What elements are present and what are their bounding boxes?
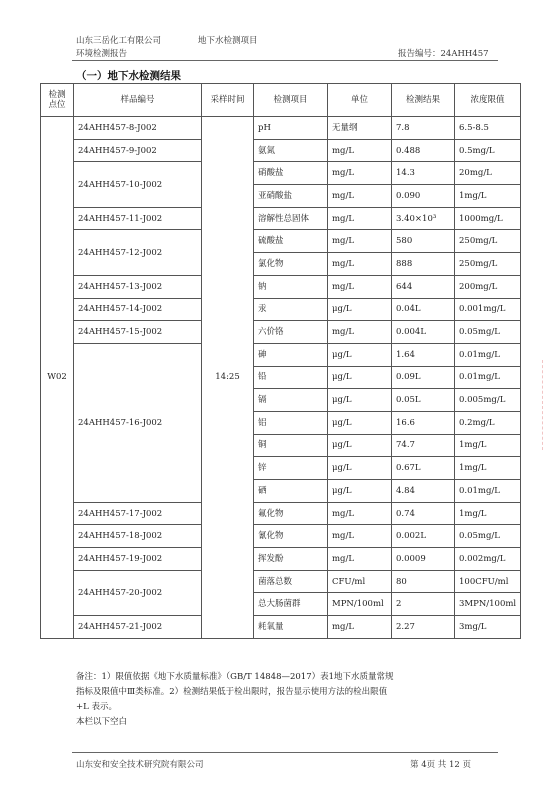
- unit-cell: mg/L: [328, 525, 392, 548]
- limit-cell: 250mg/L: [455, 253, 521, 276]
- col-header-limit: 浓度限值: [455, 84, 521, 117]
- limit-cell: 1mg/L: [455, 434, 521, 457]
- sample-id-cell: 24AHH457-13-J002: [74, 275, 202, 298]
- header-report-no: 报告编号：24AHH457: [398, 49, 489, 59]
- test-item-cell: 氯化物: [254, 253, 328, 276]
- unit-cell: mg/L: [328, 502, 392, 525]
- sample-id-cell: 24AHH457-12-J002: [74, 230, 202, 275]
- table-row: [41, 162, 521, 185]
- limit-cell: 1mg/L: [455, 185, 521, 208]
- sample-id-cell: 24AHH457-15-J002: [74, 321, 202, 344]
- table-row: [41, 502, 521, 525]
- result-cell: 16.6: [392, 411, 455, 434]
- result-cell: 644: [392, 275, 455, 298]
- table-row: [41, 321, 521, 344]
- table-row: [41, 343, 521, 366]
- test-item-cell: 铜: [254, 434, 328, 457]
- remark-line: +L 表示。: [76, 702, 117, 712]
- table-row: [41, 230, 521, 253]
- limit-cell: 0.01mg/L: [455, 366, 521, 389]
- sample-id-cell: 24AHH457-20-J002: [74, 570, 202, 615]
- sampling-time-cell: 14:25: [202, 117, 254, 639]
- test-item-cell: 铝: [254, 411, 328, 434]
- results-table: [40, 83, 521, 639]
- seam-stamp-mark: [542, 360, 549, 450]
- limit-cell: 0.05mg/L: [455, 525, 521, 548]
- table-row: [41, 207, 521, 230]
- limit-cell: 1000mg/L: [455, 207, 521, 230]
- unit-cell: μg/L: [328, 480, 392, 503]
- limit-cell: 20mg/L: [455, 162, 521, 185]
- remarks: [76, 670, 506, 730]
- table-row: [41, 275, 521, 298]
- unit-cell: mg/L: [328, 548, 392, 571]
- footer-divider: [72, 752, 498, 753]
- limit-cell: 0.01mg/L: [455, 343, 521, 366]
- unit-cell: mg/L: [328, 162, 392, 185]
- table-row: [41, 570, 521, 593]
- unit-cell: MPN/100ml: [328, 593, 392, 616]
- header-report-type: 环境检测报告: [76, 49, 128, 59]
- sample-id-cell: 24AHH457-8-J002: [74, 117, 202, 140]
- test-item-cell: 总大肠菌群: [254, 593, 328, 616]
- sample-id-cell: 24AHH457-18-J002: [74, 525, 202, 548]
- limit-cell: 0.01mg/L: [455, 480, 521, 503]
- result-cell: 0.004L: [392, 321, 455, 344]
- sample-id-cell: 24AHH457-14-J002: [74, 298, 202, 321]
- sample-id-cell: 24AHH457-17-J002: [74, 502, 202, 525]
- limit-cell: 1mg/L: [455, 457, 521, 480]
- col-header-sample: 样品编号: [74, 84, 202, 117]
- unit-cell: μg/L: [328, 434, 392, 457]
- limit-cell: 3MPN/100ml: [455, 593, 521, 616]
- unit-cell: μg/L: [328, 366, 392, 389]
- unit-cell: mg/L: [328, 321, 392, 344]
- sample-id-cell: 24AHH457-10-J002: [74, 162, 202, 207]
- table-row: [41, 525, 521, 548]
- unit-cell: μg/L: [328, 411, 392, 434]
- sample-id-cell: 24AHH457-21-J002: [74, 616, 202, 639]
- table-row: [41, 298, 521, 321]
- test-item-cell: pH: [254, 117, 328, 140]
- test-item-cell: 六价铬: [254, 321, 328, 344]
- result-cell: 14.3: [392, 162, 455, 185]
- test-item-cell: 氟化物: [254, 502, 328, 525]
- result-cell: 0.74: [392, 502, 455, 525]
- limit-cell: 250mg/L: [455, 230, 521, 253]
- header-divider: [72, 60, 498, 61]
- table-row: [41, 616, 521, 639]
- test-item-cell: 氨氮: [254, 139, 328, 162]
- test-item-cell: 亚硝酸盐: [254, 185, 328, 208]
- limit-cell: 0.2mg/L: [455, 411, 521, 434]
- unit-cell: mg/L: [328, 253, 392, 276]
- unit-cell: mg/L: [328, 230, 392, 253]
- test-item-cell: 溶解性总固体: [254, 207, 328, 230]
- result-cell: 2.27: [392, 616, 455, 639]
- result-cell: 0.67L: [392, 457, 455, 480]
- unit-cell: μg/L: [328, 389, 392, 412]
- unit-cell: mg/L: [328, 185, 392, 208]
- limit-cell: 0.05mg/L: [455, 321, 521, 344]
- test-item-cell: 镉: [254, 389, 328, 412]
- result-cell: 3.40×10³: [392, 207, 455, 230]
- table-header-row: [41, 84, 521, 117]
- col-header-result: 检测结果: [392, 84, 455, 117]
- col-header-point: 检测点位: [41, 84, 74, 117]
- col-header-unit: 单位: [328, 84, 392, 117]
- unit-cell: μg/L: [328, 457, 392, 480]
- limit-cell: 0.001mg/L: [455, 298, 521, 321]
- result-cell: 4.84: [392, 480, 455, 503]
- limit-cell: 1mg/L: [455, 502, 521, 525]
- test-item-cell: 挥发酚: [254, 548, 328, 571]
- test-item-cell: 氰化物: [254, 525, 328, 548]
- result-cell: 580: [392, 230, 455, 253]
- remark-line: 指标及限值中Ⅲ类标准。2）检测结果低于检出限时，报告显示使用方法的检出限值: [76, 687, 388, 697]
- footer-page-number: 第 4页 共 12 页: [410, 760, 472, 770]
- test-item-cell: 铅: [254, 366, 328, 389]
- test-item-cell: 汞: [254, 298, 328, 321]
- unit-cell: μg/L: [328, 298, 392, 321]
- unit-cell: 无量纲: [328, 117, 392, 140]
- limit-cell: 0.5mg/L: [455, 139, 521, 162]
- test-item-cell: 菌落总数: [254, 570, 328, 593]
- limit-cell: 0.002mg/L: [455, 548, 521, 571]
- limit-cell: 100CFU/ml: [455, 570, 521, 593]
- sample-id-cell: 24AHH457-9-J002: [74, 139, 202, 162]
- unit-cell: mg/L: [328, 616, 392, 639]
- limit-cell: 3mg/L: [455, 616, 521, 639]
- table-row: [41, 139, 521, 162]
- test-item-cell: 锌: [254, 457, 328, 480]
- sampling-point-cell: W02: [41, 117, 74, 639]
- header-company: 山东三岳化工有限公司: [76, 36, 162, 46]
- test-item-cell: 砷: [254, 343, 328, 366]
- result-cell: 7.8: [392, 117, 455, 140]
- col-header-time: 采样时间: [202, 84, 254, 117]
- test-item-cell: 硒: [254, 480, 328, 503]
- limit-cell: 0.005mg/L: [455, 389, 521, 412]
- table-row: [41, 548, 521, 571]
- result-cell: 0.04L: [392, 298, 455, 321]
- unit-cell: mg/L: [328, 275, 392, 298]
- test-item-cell: 耗氧量: [254, 616, 328, 639]
- unit-cell: μg/L: [328, 343, 392, 366]
- unit-cell: mg/L: [328, 207, 392, 230]
- result-cell: 2: [392, 593, 455, 616]
- sample-id-cell: 24AHH457-11-J002: [74, 207, 202, 230]
- sample-id-cell: 24AHH457-19-J002: [74, 548, 202, 571]
- result-cell: 888: [392, 253, 455, 276]
- result-cell: 0.488: [392, 139, 455, 162]
- result-cell: 0.05L: [392, 389, 455, 412]
- table-row: [41, 117, 521, 140]
- result-cell: 74.7: [392, 434, 455, 457]
- sample-id-cell: 24AHH457-16-J002: [74, 343, 202, 502]
- test-item-cell: 钠: [254, 275, 328, 298]
- header-project: 地下水检测项目: [198, 36, 258, 46]
- result-cell: 1.64: [392, 343, 455, 366]
- result-cell: 0.090: [392, 185, 455, 208]
- test-item-cell: 硝酸盐: [254, 162, 328, 185]
- limit-cell: 200mg/L: [455, 275, 521, 298]
- unit-cell: mg/L: [328, 139, 392, 162]
- remark-line: 备注：1）限值依据《地下水质量标准》（GB/T 14848—2017）表1地下水质量常规: [76, 672, 394, 682]
- unit-cell: CFU/ml: [328, 570, 392, 593]
- result-cell: 0.002L: [392, 525, 455, 548]
- result-cell: 80: [392, 570, 455, 593]
- blank-below-note: 本栏以下空白: [76, 717, 128, 727]
- result-cell: 0.09L: [392, 366, 455, 389]
- test-item-cell: 硫酸盐: [254, 230, 328, 253]
- result-cell: 0.0009: [392, 548, 455, 571]
- col-header-item: 检测项目: [254, 84, 328, 117]
- footer-institute: 山东安和安全技术研究院有限公司: [76, 760, 204, 770]
- section-title: （一）地下水检测结果: [76, 70, 181, 82]
- limit-cell: 6.5-8.5: [455, 117, 521, 140]
